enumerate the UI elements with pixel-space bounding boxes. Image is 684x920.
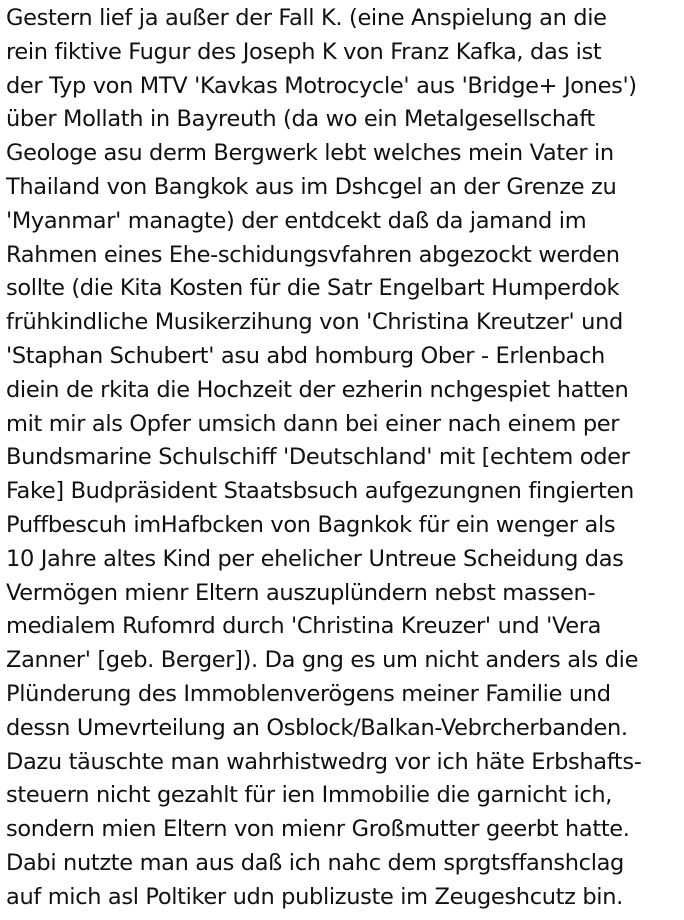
text-line: 10 Jahre altes Kind per ehelicher Untreue Scheidung das [6, 545, 624, 572]
text-line: 'Myanmar' managte) der entdcekt daß da jamand im [6, 207, 587, 234]
text-line: Vermögen mienr Eltern auszuplündern nebst massen- [6, 579, 596, 606]
text-line: Geologe asu derm Bergwerk lebt welches mein Vater in [6, 140, 614, 167]
text-line: dessn Umevrteilung an Osblock/Balkan-Vebrcherbanden. [6, 714, 628, 741]
text-line: Dazu täuschte man wahrhistwedrg vor ich häte Erbshafts- [6, 748, 642, 775]
text-line: sollte (die Kita Kosten für die Satr Engelbart Humperdok [6, 275, 620, 302]
text-line: Rahmen eines Ehe-schidungsvfahren abgezockt werden [6, 241, 620, 268]
text-line: frühkindliche Musikerzihung von 'Christina Kreutzer' und [6, 309, 623, 336]
text-line: über Mollath in Bayreuth (da wo ein Metalgesellschaft [6, 106, 595, 133]
text-line: rein fiktive Fugur des Joseph K von Franz Kafka, das ist [6, 38, 602, 65]
text-line: auf mich asl Poltiker udn publizuste im Zeugeshcutz bin. [6, 883, 623, 910]
text-line: steuern nicht gezahlt für ien Immobilie die garnicht ich, [6, 782, 613, 809]
text-line: Bundsmarine Schulschiff 'Deutschland' mit [echtem oder [6, 444, 630, 471]
text-line: Gestern lief ja außer der Fall K. (eine Anspielung an die [6, 5, 607, 31]
text-line: Dabi nutzte man aus daß ich nahc dem sprgtsffanshclag [6, 849, 624, 876]
text-line: sondern mien Eltern von mienr Großmutter geerbt hatte. [6, 816, 630, 843]
text-line: Thailand von Bangkok aus im Dshcgel an der Grenze zu [6, 173, 617, 200]
text-line: 'Staphan Schubert' asu abd homburg Ober - Erlenbach [6, 342, 605, 369]
text-line: Zanner' [geb. Berger]). Da gng es um nicht anders als die [6, 647, 639, 674]
text-line: diein de rkita die Hochzeit der ezherin nchgespiet hatten [6, 376, 629, 403]
text-line: der Typ von MTV 'Kavkas Motrocycle' aus 'Bridge+ Jones') [6, 72, 637, 99]
text-line: mit mir als Opfer umsich dann bei einer nach einem per [6, 410, 620, 437]
text-line: Plünderung des Immoblenverögens meiner Familie und [6, 680, 611, 707]
text-line: medialem Rufomrd durch 'Christina Kreuzer' und 'Vera [6, 613, 602, 640]
text-line: Fake] Budpräsident Staatsbsuch aufgezungnen fingierten [6, 478, 634, 505]
text-line: Puffbescuh imHafbcken von Bagnkok für ein wenger als [6, 511, 616, 538]
